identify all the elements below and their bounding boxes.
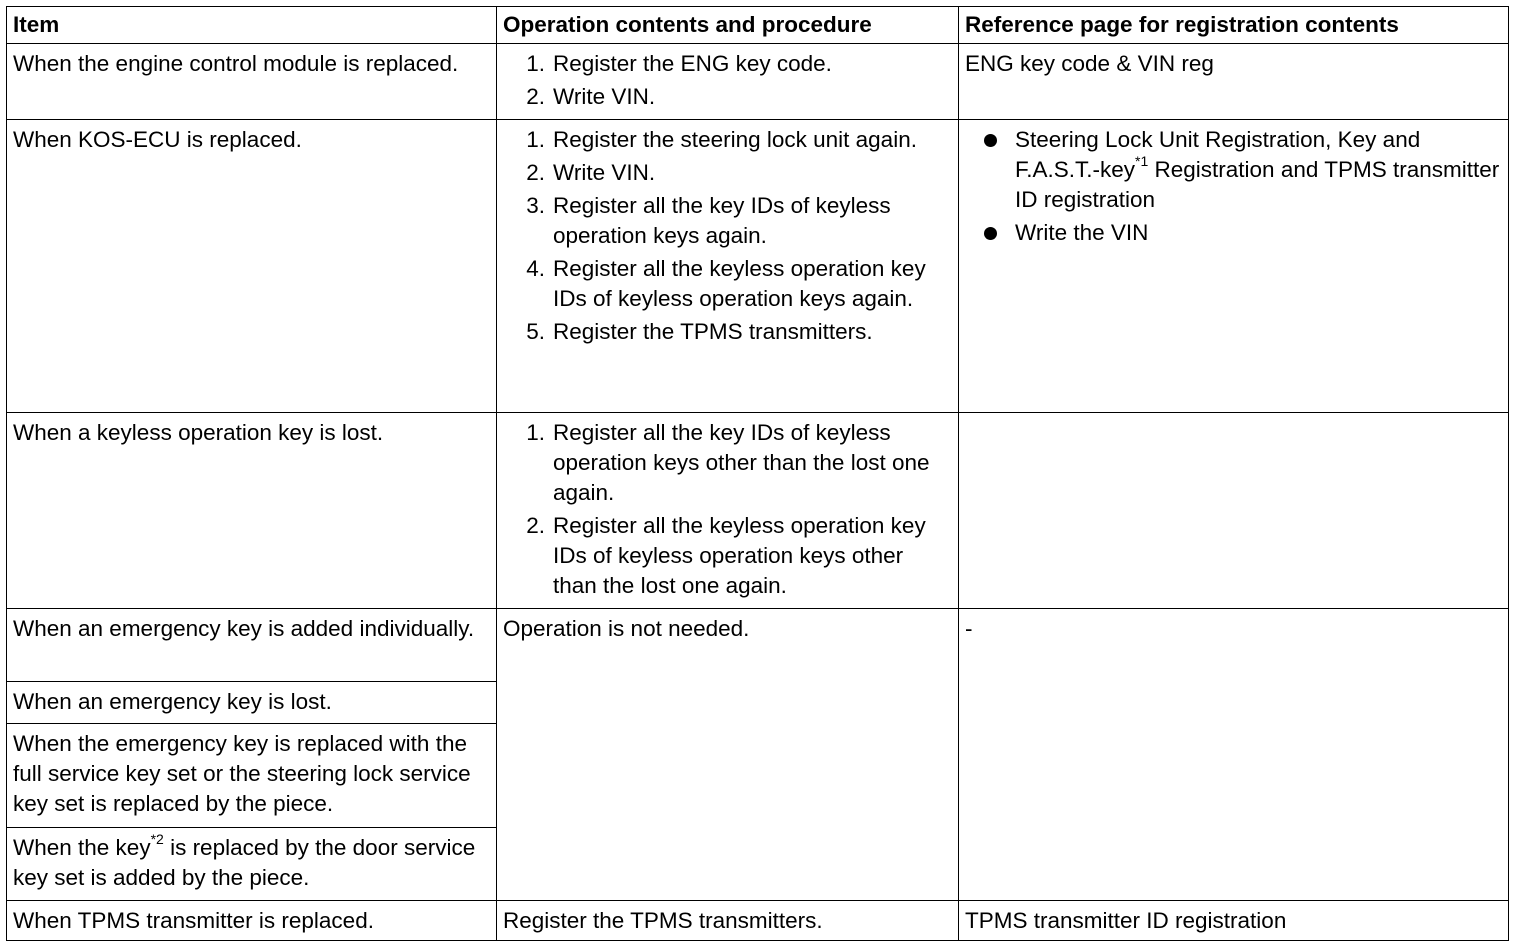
item-cell: When TPMS transmitter is replaced. bbox=[7, 901, 497, 941]
reference-list bbox=[965, 125, 1502, 248]
table-row bbox=[7, 413, 1509, 609]
reference-item bbox=[1015, 218, 1502, 248]
bullet-icon bbox=[984, 227, 997, 240]
reference-text: Steering Lock Unit Registration, Key and F.A.S.T.-key bbox=[1015, 127, 1421, 182]
steps-list bbox=[503, 418, 952, 601]
step: Write VIN. bbox=[553, 84, 656, 109]
step: Register all the key IDs of keyless operation keys again. bbox=[553, 193, 891, 248]
operation-cell bbox=[497, 413, 959, 609]
step: Register all the keyless operation key IDs of keyless operation keys other than the lost one again. bbox=[553, 513, 926, 598]
item-cell: When a keyless operation key is lost. bbox=[7, 413, 497, 609]
step: Write VIN. bbox=[553, 160, 656, 185]
table-row bbox=[7, 901, 1509, 941]
item-cell: When the engine control module is replaced. bbox=[7, 44, 497, 120]
table-row bbox=[7, 609, 1509, 682]
steps-list bbox=[503, 125, 952, 347]
step: Register all the key IDs of keyless operation keys other than the lost one again. bbox=[553, 420, 930, 505]
operation-cell: Operation is not needed. bbox=[497, 609, 959, 901]
operation-cell: Register the TPMS transmitters. bbox=[497, 901, 959, 941]
reference-text: Registration and TPMS transmitter ID registration bbox=[1015, 157, 1500, 212]
table-row bbox=[7, 120, 1509, 413]
header-item: Item bbox=[7, 7, 497, 44]
reference-cell: - bbox=[959, 609, 1509, 901]
reference-item bbox=[1015, 125, 1502, 215]
reference-cell bbox=[959, 413, 1509, 609]
item-cell: When an emergency key is added individually. bbox=[7, 609, 497, 682]
registration-table bbox=[6, 6, 1509, 941]
footnote-marker: *2 bbox=[150, 830, 164, 847]
reference-cell: TPMS transmitter ID registration bbox=[959, 901, 1509, 941]
step: Register the steering lock unit again. bbox=[553, 127, 917, 152]
reference-cell: ENG key code & VIN reg bbox=[959, 44, 1509, 120]
step: Register all the keyless operation key IDs of keyless operation keys again. bbox=[553, 256, 926, 311]
table-header-row bbox=[7, 7, 1509, 44]
item-cell: When the emergency key is replaced with the full service key set or the steering lock service key set is replaced by the piece. bbox=[7, 724, 497, 828]
reference-cell bbox=[959, 120, 1509, 413]
operation-cell bbox=[497, 44, 959, 120]
item-cell bbox=[7, 828, 497, 901]
step: Register the ENG key code. bbox=[553, 51, 832, 76]
operation-cell bbox=[497, 120, 959, 413]
header-reference: Reference page for registration contents bbox=[959, 7, 1509, 44]
step: Register the TPMS transmitters. bbox=[553, 319, 873, 344]
item-text: When the key bbox=[13, 835, 151, 860]
reference-text: Write the VIN bbox=[1015, 220, 1149, 245]
header-operation: Operation contents and procedure bbox=[497, 7, 959, 44]
steps-list bbox=[503, 49, 952, 112]
item-cell: When KOS-ECU is replaced. bbox=[7, 120, 497, 413]
bullet-icon bbox=[984, 134, 997, 147]
table-row bbox=[7, 44, 1509, 120]
item-cell: When an emergency key is lost. bbox=[7, 682, 497, 724]
item-text: is replaced by the door service key set is added by the piece. bbox=[13, 835, 476, 890]
footnote-marker: *1 bbox=[1135, 152, 1149, 169]
